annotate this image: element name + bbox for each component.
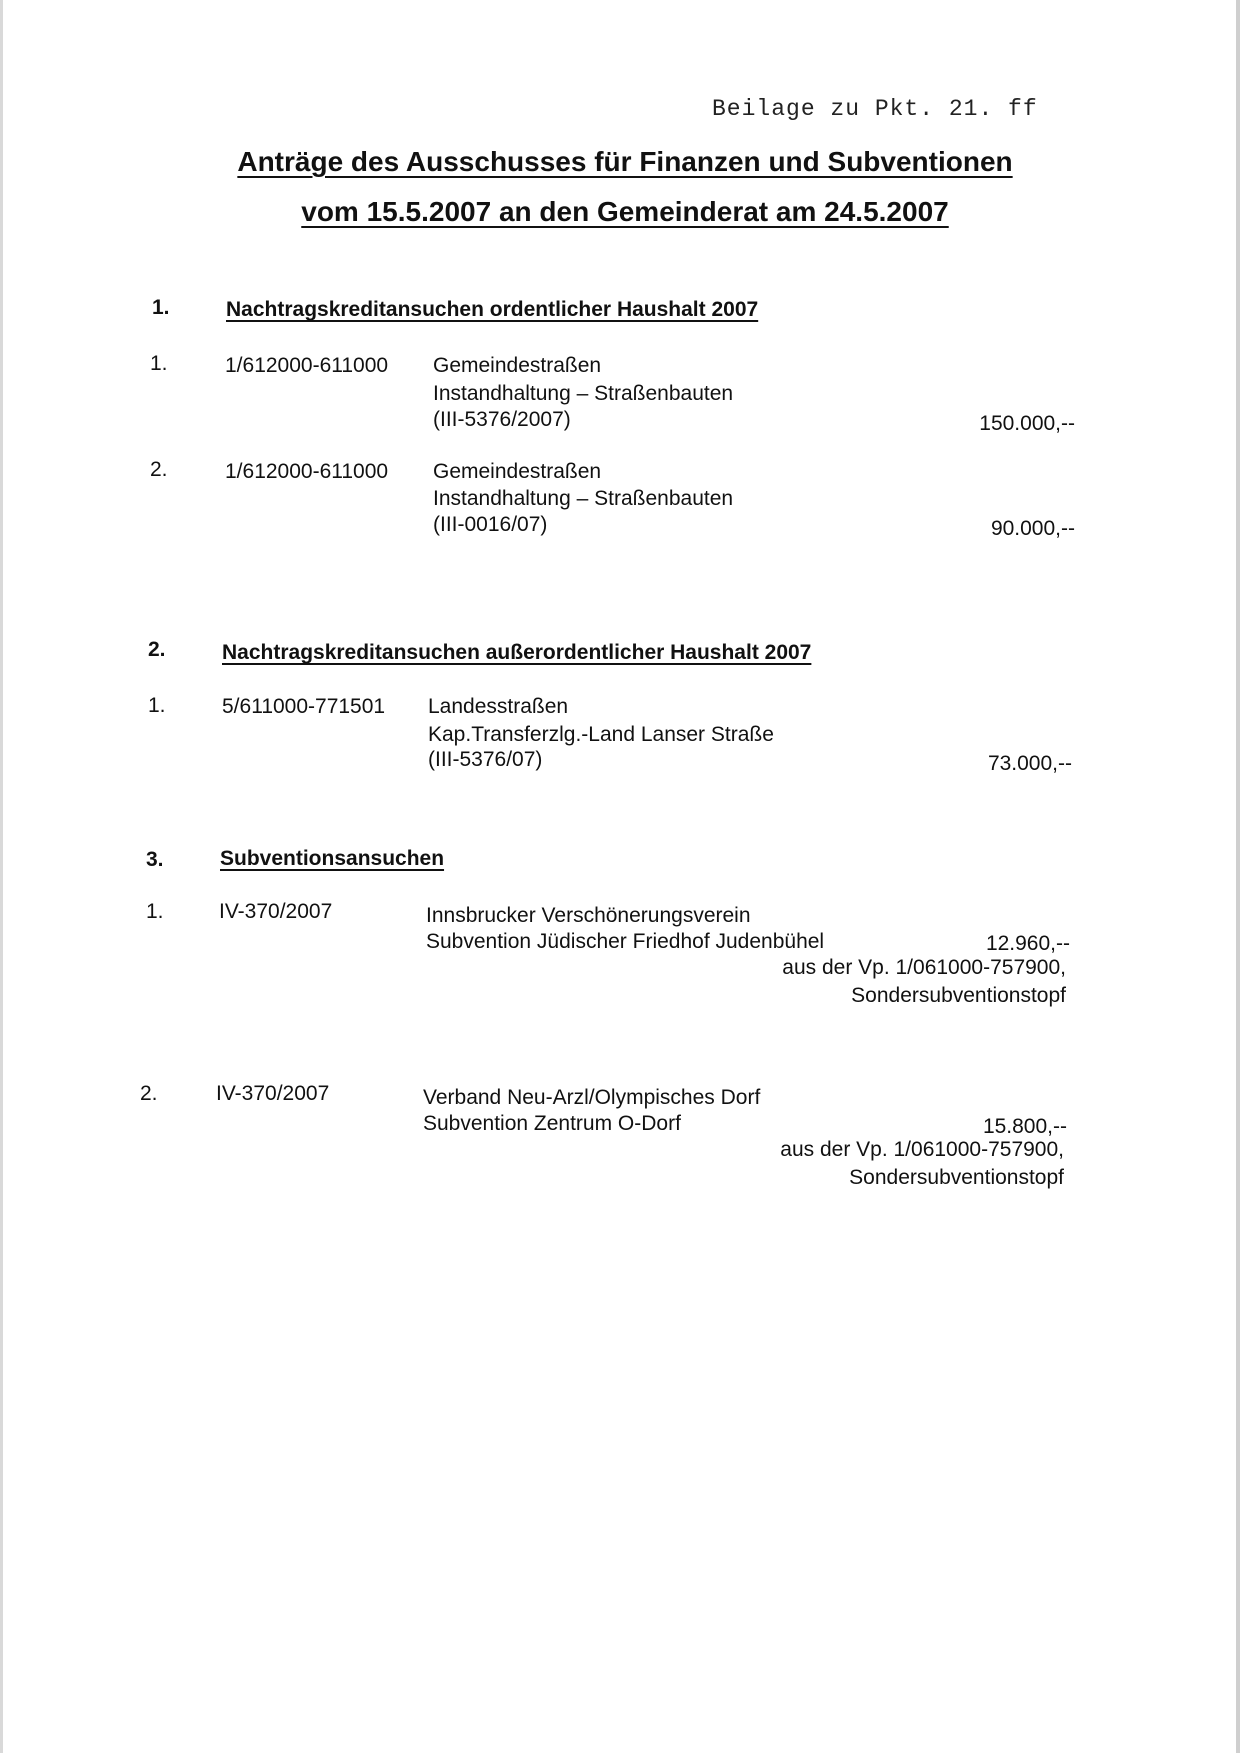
item-line-2: Subvention Zentrum O-Dorf	[423, 1112, 681, 1135]
scan-edge-right	[1236, 0, 1240, 1753]
item-account: IV-370/2007	[216, 1082, 330, 1105]
item-line-1: Gemeindestraßen	[433, 354, 602, 377]
item-budget-source: aus der Vp. 1/061000-757900,	[780, 1138, 1064, 1161]
item-account: 1/612000-611000	[225, 354, 389, 377]
attachment-stamp: Beilage zu Pkt. 21. ff	[712, 96, 1038, 122]
section-title: Nachtragskreditansuchen ordentlicher Haushalt 2007	[226, 298, 759, 321]
item-number: 1.	[150, 352, 168, 375]
item-line-1: Gemeindestraßen	[433, 460, 602, 483]
item-line-2: Kap.Transferzlg.-Land Lanser Straße	[428, 723, 774, 746]
item-line-1: Innsbrucker Verschönerungsverein	[426, 904, 751, 927]
item-budget-pot: Sondersubventionstopf	[851, 984, 1066, 1007]
item-account: 5/611000-771501	[222, 695, 386, 718]
item-amount: 90.000,--	[990, 517, 1075, 540]
item-line-2: Subvention Jüdischer Friedhof Judenbühel	[426, 930, 825, 953]
section-title: Subventionsansuchen	[220, 847, 445, 870]
item-amount: 150.000,--	[979, 412, 1075, 435]
item-number: 2.	[150, 458, 168, 481]
document-title-line-1: Anträge des Ausschusses für Finanzen und Subventionen	[237, 146, 1013, 177]
section-number: 3.	[146, 848, 164, 871]
item-amount: 15.800,--	[982, 1115, 1067, 1138]
item-account: 1/612000-611000	[225, 460, 389, 483]
section-number: 1.	[152, 296, 170, 319]
item-number: 1.	[148, 694, 166, 717]
item-budget-source: aus der Vp. 1/061000-757900,	[782, 956, 1066, 979]
item-number: 1.	[146, 900, 164, 923]
item-number: 2.	[140, 1082, 158, 1105]
item-amount: 73.000,--	[987, 752, 1072, 775]
item-line-2: Instandhaltung – Straßenbauten	[433, 487, 734, 510]
section-number: 2.	[148, 638, 166, 661]
scan-edge-left	[0, 0, 3, 1753]
item-line-3: (III-0016/07)	[433, 513, 548, 536]
section-title: Nachtragskreditansuchen außerordentlicher Haushalt 2007	[222, 641, 812, 664]
item-amount: 12.960,--	[985, 932, 1070, 955]
item-line-1: Landesstraßen	[428, 695, 569, 718]
item-line-2: Instandhaltung – Straßenbauten	[433, 382, 734, 405]
document-title-line-2: vom 15.5.2007 an den Gemeinderat am 24.5.2007	[301, 196, 949, 227]
item-line-1: Verband Neu-Arzl/Olympisches Dorf	[423, 1086, 761, 1109]
item-account: IV-370/2007	[219, 900, 333, 923]
item-budget-pot: Sondersubventionstopf	[849, 1166, 1064, 1189]
item-line-3: (III-5376/2007)	[433, 408, 571, 431]
item-line-3: (III-5376/07)	[428, 748, 543, 771]
